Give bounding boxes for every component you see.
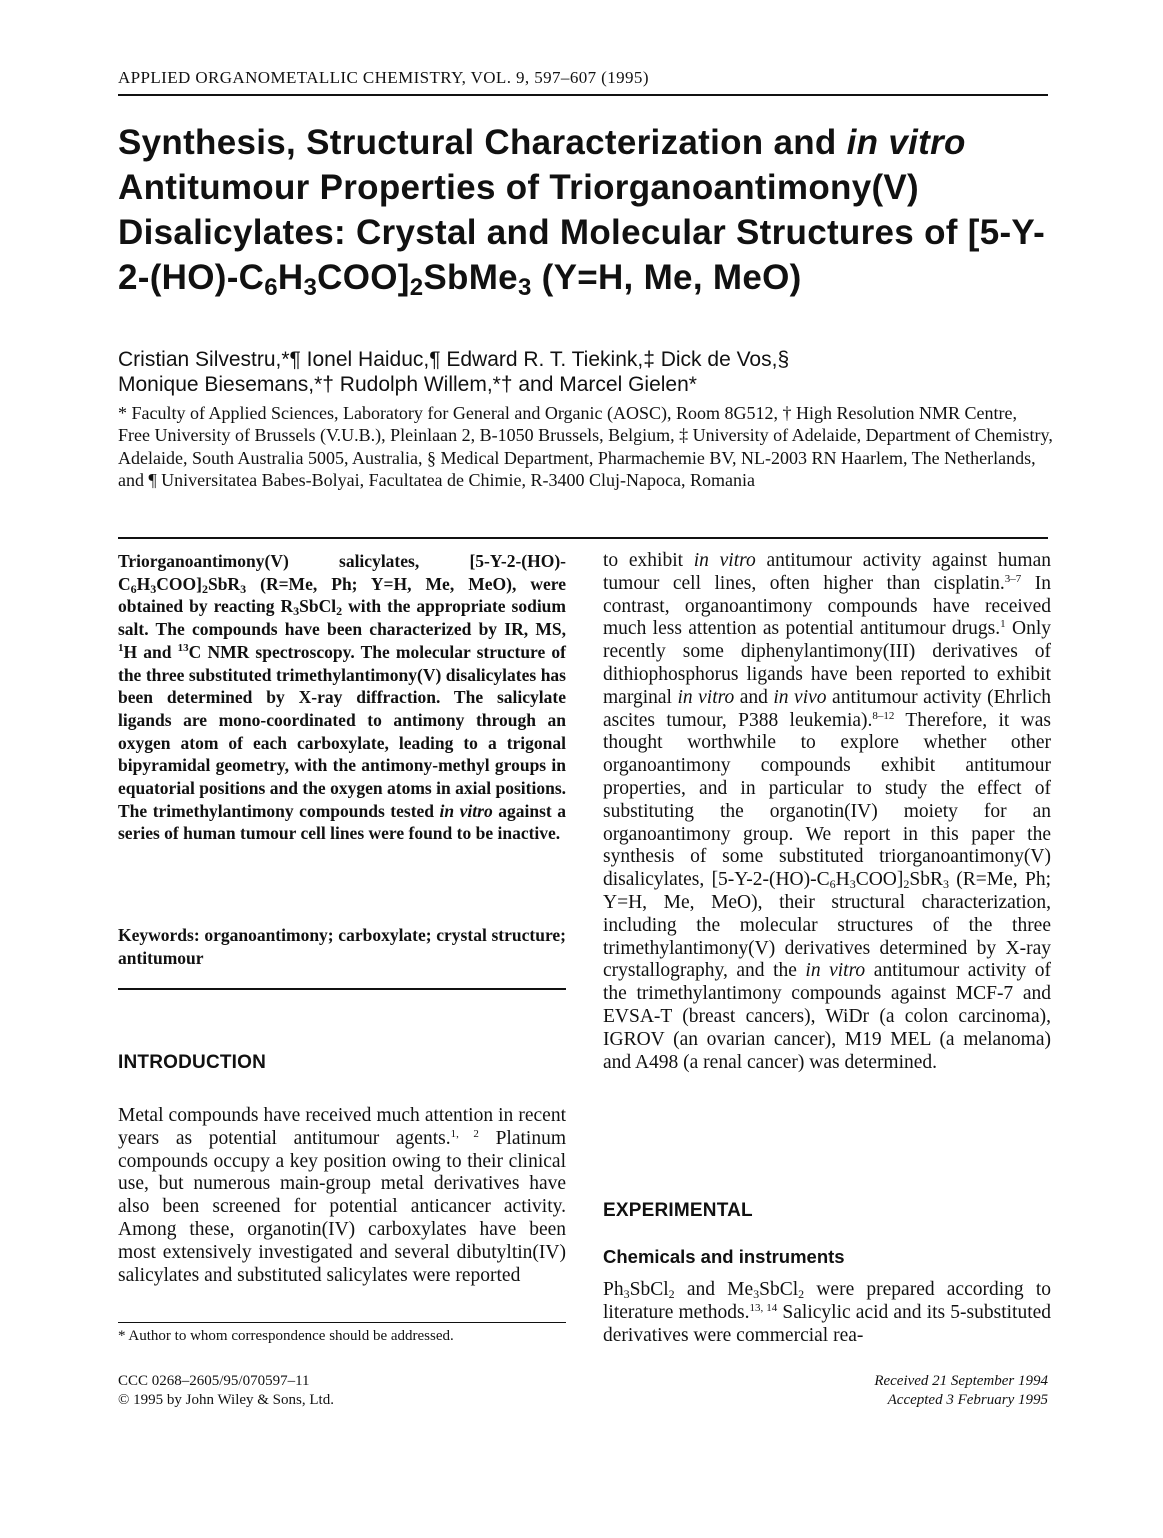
publication-footer [118, 1372, 334, 1410]
body-text: SbCl [759, 1279, 799, 1300]
affiliation-rule [118, 537, 1048, 539]
abstract-superscript: 1 [118, 641, 124, 654]
abstract-rule [118, 988, 566, 990]
abstract-text: SbR [207, 573, 241, 594]
body-subscript: 3 [753, 1287, 760, 1301]
subsection-heading-chemicals: Chemicals and instruments [603, 1246, 845, 1267]
body-text: Therefore, it was thought worthwhile to explore whether other organoantimony compounds exhibit antitumour properties, and in particular to study the effect of substituting the organotin(IV) moiety for an organoantimony group. We report in this paper the synthesis of some substituted triorganoantimony(V) disalicylates, [5-Y-2-(HO)-C [603, 709, 1051, 891]
abstract-subscript: 6 [130, 581, 137, 596]
author-line: Cristian Silvestru,*¶ Ionel Haiduc,¶ Edward R. T. Tiekink,‡ Dick de Vos,§ [118, 348, 790, 371]
accepted-date: Accepted 3 February 1995 [887, 1392, 1048, 1408]
keywords: Keywords: organoantimony; carboxylate; crystal structure; antitumour [118, 925, 566, 968]
abstract-subscript: 3 [293, 604, 300, 619]
abstract-text: Triorganoantimony(V) salicylates, [5-Y-2-(HO)-C [118, 551, 566, 594]
experimental-paragraph [603, 1279, 1051, 1347]
citation-superscript: 3–7 [1004, 572, 1022, 585]
received-date: Received 21 September 1994 [874, 1373, 1048, 1389]
body-subscript: 2 [903, 877, 910, 892]
citation-superscript: 1, 2 [450, 1127, 479, 1140]
title-text: H [277, 258, 304, 297]
body-subscript: 3 [943, 877, 949, 892]
body-text: Metal compounds have received much attention in recent years as potential antitumour agents. [118, 1105, 566, 1149]
abstract-subscript: 3 [240, 581, 247, 596]
body-italic: in vitro [805, 960, 866, 982]
body-text: H [835, 869, 850, 891]
body-text: Only recently some diphenylantimony(III) derivatives of dithiophosphorus ligands have been reported to exhibit marginal [603, 618, 1052, 708]
abstract-superscript: 13 [177, 641, 189, 654]
citation-superscript: 13, 14 [749, 1301, 778, 1314]
body-text: Platinum compounds occupy a key position owing to their clinical use, but numerous main-group metal derivatives have also been screened for potential anticancer activity. Among these, organotin(IV) carboxylates have been most extensively investigated and several dibutyltin(IV) salicylates and substituted salicylates were reported [118, 1127, 567, 1286]
received-dates [874, 1372, 1048, 1410]
introduction-paragraph [118, 1105, 566, 1287]
body-text: and Me [674, 1279, 754, 1300]
title-subscript: 3 [303, 274, 318, 301]
copyright-line: © 1995 by John Wiley & Sons, Ltd. [118, 1392, 334, 1408]
body-text: to exhibit [603, 550, 694, 571]
abstract-text: H [136, 573, 151, 594]
body-text: were prepared according to literature methods. [603, 1279, 1051, 1323]
header-rule [118, 94, 1048, 96]
body-subscript: 3 [849, 877, 856, 892]
body-text: antitumour activity of the trimethylantimony compounds against MCF-7 and EVSA-T (breast cancers), WiDr (a colon carcinoma), IGROV (an ovarian cancer), M19 MEL (a melanoma) and A498 (a renal cancer) was determined. [603, 960, 1051, 1073]
correspondence-footnote: * Author to whom correspondence should be addressed. [118, 1328, 454, 1344]
body-text: Salicylic acid and its 5-substituted derivatives were commercial rea- [603, 1301, 1052, 1346]
body-subscript: 3 [623, 1287, 630, 1301]
right-column-paragraph [603, 550, 1051, 1074]
body-subscript: 2 [798, 1287, 805, 1301]
citation-superscript: 8–12 [872, 709, 895, 722]
title-text: SbMe [423, 258, 518, 297]
running-head: APPLIED ORGANOMETALLIC CHEMISTRY, VOL. 9, 597–607 (1995) [118, 68, 649, 87]
abstract-subscript: 2 [336, 604, 343, 619]
section-heading-introduction: INTRODUCTION [118, 1052, 267, 1073]
body-italic: in vitro [693, 550, 756, 571]
title-subscript: 6 [264, 274, 278, 301]
abstract-text: COO] [156, 573, 202, 594]
title-subscript: 3 [517, 274, 532, 301]
title-subscript: 2 [409, 274, 424, 301]
author-list [118, 347, 1053, 397]
abstract-text: against a series of human tumour cell lines were found to be inactive. [118, 800, 566, 844]
title-text: (Y=H, Me, MeO) [531, 258, 802, 297]
body-text: COO] [855, 869, 904, 891]
body-text: SbCl [629, 1279, 669, 1300]
title-italic: in vitro [846, 123, 966, 162]
body-subscript: 6 [829, 877, 836, 892]
body-text: Ph [603, 1279, 624, 1300]
affiliations: * Faculty of Applied Sciences, Laboratory for General and Organic (AOSC), Room 8G512, † High Resolution NMR Centre, Free University of Brussels (V.U.B.), Pleinlaan 2, B-1050 Brussels, Belgium, ‡ University of Adelaide, Department of Chemistry, Adelaide, South Australia 5005, Australia, § Medical Department, Pharmachemie BV, NL-2003 RN Haarlem, The Netherlands, and ¶ Universitatea Babes-Bolyai, Facultatea de Chimie, R-3400 Cluj-Napoca, Romania [118, 403, 1053, 490]
body-subscript: 2 [668, 1287, 675, 1301]
body-text: SbR [909, 869, 943, 891]
title-text: COO] [317, 258, 410, 297]
abstract-text: C NMR spectroscopy. The molecular structure of the three substituted trimethylantimony(V) disalicylates has been determined by X-ray diffraction. The salicylate ligands are mono-coordinated to antimony through an oxygen atom of each carboxylate, leading to a trigonal bipyramidal geometry, with the antimony-methyl groups in equatorial positions and the oxygen atoms in axial positions. The trimethylantimony compounds tested [118, 641, 567, 821]
citation-superscript: 1 [1000, 618, 1006, 631]
abstract-italic: in vitro [439, 800, 493, 821]
body-italic: in vivo [773, 686, 827, 708]
abstract-text: (R=Me, Ph; Y=H, Me, MeO), were obtained by reacting R [118, 573, 566, 617]
title-text: Antitumour Properties of Triorganoantimony(V) Disalicylates: Crystal and Molecular Structures of [5-Y-2-(HO)-C [118, 168, 1046, 297]
abstract-text: with the appropriate sodium salt. The compounds have been characterized by IR, MS, [118, 596, 566, 640]
abstract [118, 550, 566, 845]
footnote-rule [118, 1322, 566, 1323]
abstract-subscript: 3 [150, 581, 157, 596]
article-title [118, 120, 1053, 300]
author-line: Monique Biesemans,*† Rudolph Willem,*† and Marcel Gielen* [118, 373, 697, 396]
body-text: (R=Me, Ph; Y=H, Me, MeO), their structural characterization, including the molecular structures of the three trimethylantimony(V) derivatives determined by X-ray crystallography, and the [603, 869, 1051, 982]
title-text: Synthesis, Structural Characterization and [118, 123, 847, 162]
abstract-text: SbCl [299, 596, 337, 617]
body-text: antitumour activity (Ehrlich ascites tumour, P388 leukemia). [603, 686, 1051, 731]
body-italic: in vitro [677, 686, 735, 708]
abstract-subscript: 2 [201, 581, 208, 596]
section-heading-experimental: EXPERIMENTAL [603, 1200, 753, 1221]
ccc-code: CCC 0268–2605/95/070597–11 [118, 1373, 310, 1389]
body-text: and [734, 686, 774, 708]
body-text: In contrast, organoantimony compounds have received much less attention as potential antitumour drugs. [603, 572, 1051, 640]
body-text: antitumour activity against human tumour cell lines, often higher than cisplatin. [603, 550, 1051, 594]
abstract-text: H and [123, 641, 178, 662]
